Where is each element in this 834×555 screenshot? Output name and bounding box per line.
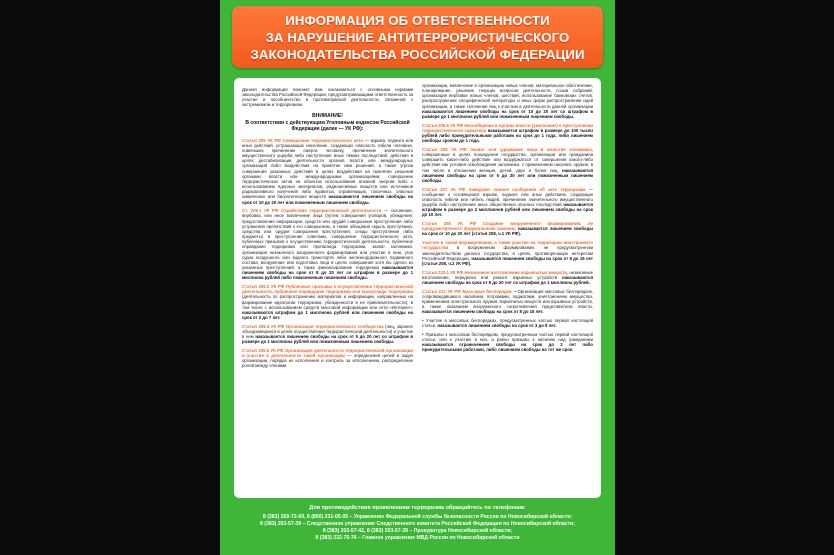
article-paragraph: [422, 318, 593, 328]
article-paragraph: [422, 83, 593, 119]
article-penalty: наказывается лишением свободы на срок от 8 до 15 лет (статья 208, ч.2 УК РФ).: [422, 255, 593, 266]
article-text: • Призывы к массовым беспорядкам, предусмотренным частью первой настоящей статьи, или к участию в них, а равно призывы к насилию над гражданами: [422, 331, 593, 343]
article-paragraph: [422, 147, 593, 183]
title-line-3: ЗАКОНОДАТЕЛЬСТВА РОССИЙСКОЙ ФЕДЕРАЦИИ: [250, 46, 585, 62]
article-heading: Участие в таком формировании, а также участие на территории иностранного государства: [422, 240, 593, 251]
footer-line-fsb: 8 (383) 269-72-69, 8 (800) 231-05-05 – Управление Федеральной службы безопасности России по Новосибирской области;: [262, 513, 573, 520]
footer-title: Для противодействия проявлениям терроризма обращайтесь по телефонам:: [309, 505, 526, 511]
article-penalty: наказывается штрафом в размере до 2 миллионов рублей или лишением свободы на срок до 10 лет.: [422, 202, 593, 218]
article-heading: Статья 223.1 УК РФ Незаконное изготовление взрывчатых веществ,: [422, 269, 569, 275]
article-text: совершенные в целях понуждения государства, организации или гражданина совершить какое-либо действие или воздержаться от совершения какого-либо действия как условия освобождения заложника, с применением насилия, оружия, в том числе в отношении женщин, детей, двух и более лиц,: [422, 152, 593, 173]
article-text: • Организация массовых беспорядков, сопровождавшихся насилием, погромами, поджогами, уничтожением имущества, применением огнестрельного оружия, взрывчатых веществ или взрывных устройств, а также оказанием вооруженного сопротивления представителю власти,: [422, 288, 593, 310]
article-text: в вооруженном формировании, не предусмотренном законодательством данного государства, в целях, противоречащих интересам Российской Федерации,: [422, 245, 593, 261]
article-text: — сообщение о готовящемся взрыве, поджоге или иных действиях, создающих опасность гибели или гибель людей, причинение значительного имущественного ущерба либо наступление иных общественно опасных последствий: [422, 186, 593, 208]
article-heading: Ст. 205.1 УК РФ Содействие террористической деятельности: [242, 208, 382, 214]
article-heading: Статья 206 УК РФ Захват или удержание лица в качестве заложника,: [422, 146, 593, 152]
article-paragraph: [422, 123, 593, 144]
article-penalty: наказываются лишением свободы на срок от 5 до 20 лет или пожизненным лишением свободы.: [422, 167, 593, 183]
article-text: — взрыва, поджога или иных действий, устрашающих население, создающих опасность гибели человека, повлекших причинение смерти человеку, причинение значительного имущественного ущерба либо наступление иных тяжких последствий, действия в целях дестабилизации деятельности органов власти или международных организаций либо воздействия на принятие ими решений, а также угроза совершения указанных действий в целях воздействия на принятие решений органами власти или международными организациями; совершение террористических актов на объектах использования атомной энергии либо с использованием ядерных материалов, радиоактивных веществ или источников радиоактивного излучения либо ядовитых, отравляющих, токсичных, опасных химических или биологических веществ: [242, 137, 413, 200]
article-paragraph: [242, 348, 413, 369]
article-text: организации, вовлечение в организацию новых членов, материальное обеспечение, планирование, решение текущих вопросов деятельности, созыв собраний, организация вербовки новых членов, шествий, использование банковских счетов, распространение специфической литературы и иных форм распространения идей организации, а также склонение лиц к участию в деятельности данной организации: [422, 83, 593, 109]
article-text: — определения целей и задач организации, порядка их исполнения и контроль за исполнением, распределение ролей между членами: [242, 353, 413, 369]
contacts-footer: [230, 505, 605, 551]
left-articles: [242, 138, 413, 369]
footer-line-mvd: 8 (383) 232-75-76 – Главное управление МВД России по Новосибирской области: [315, 535, 520, 542]
article-heading: Статья 205.5 УК РФ Организация деятельности террористической организации и участие в деятельности такой организации: [242, 347, 413, 359]
article-heading: Статья 205.6 УК РФ Несообщение в органы власти (умолчание) о преступлении террористического характера: [422, 122, 593, 133]
article-paragraph: [422, 289, 593, 315]
article-paragraph: [242, 138, 413, 205]
intro-paragraph: Данная информация поможет вам ознакомиться с основными нормами законодательства Российской Федерации, предусматривающими ответственность за участие и пособничество в противоправной деятельности, связанной с экстремизмом и терроризмом.: [242, 87, 413, 108]
article-penalty: наказывается лишением свободы на срок от 5 до 20 лет со штрафом в размере до 1 миллиона рублей или пожизненным лишением свободы.: [242, 334, 413, 345]
footer-line-prosecutor: 8 (383) 203-57-42, 8 (383) 203-57-39 – Прокуратура Новосибирской области;: [322, 527, 513, 534]
article-text: — склонение, вербовка, или иное вовлечение лица (путем совершения уговоров, убеждения, предоставления информации, средств или орудий совершения преступления либо устранения препятствий к его совершению, а также обещания скрыть преступника, средства или орудия совершения преступления, следы преступления либо предметы) в преступление советами, совершение террористического акта, публичных призывов к осуществлению террористической деятельности, публичное оправдание терроризма или пропаганда терроризма, захват заложника, организация незаконного вооруженного формирования или участие в нем, угон судна воздушного или водного транспорта либо железнодорожного подвижного состава, вооружение или подготовка лица в целях совершения хотя бы одного из указанных преступлений, а также финансирование терроризма: [242, 208, 413, 270]
article-penalty: наказываются лишением свободы на срок от 8 до 20 лет со штрафом до 1 миллиона рублей.: [422, 274, 593, 285]
article-heading: Статья 212 УК РФ Массовые беспорядки.: [422, 288, 513, 294]
right-column: [422, 83, 593, 494]
article-penalty: наказываются лишением свободы на срок от 10 до 20 лет со штрафом в размере до 1 миллиона рублей или пожизненным лишением свободы.: [422, 108, 593, 119]
article-heading: Статья 207 УК РФ Заведомо ложное сообщение об акте терроризма: [422, 186, 586, 192]
article-penalty: наказывается лишением свободы на срок от 8 до 15 лет.: [422, 309, 544, 315]
article-heading: Статья 205 УК РФ Совершение террористического акта: [242, 137, 363, 143]
article-penalty: наказывается штрафом в размере до 100 тысяч рублей либо принудительными работами на срок до 1 года, либо лишением свободы сроком до 1 года.: [422, 127, 593, 144]
article-paragraph: [422, 240, 593, 266]
article-text: • Участие в массовых беспорядках, предусмотренных частью первой настоящей статьи,: [422, 318, 593, 329]
article-paragraph: [242, 208, 413, 280]
article-heading: Статья 205.4 УК РФ Организация террористического сообщества: [242, 323, 384, 329]
article-paragraph: [422, 332, 593, 353]
right-articles: [422, 83, 593, 353]
article-paragraph: [422, 221, 593, 236]
article-paragraph: [242, 324, 413, 345]
article-penalty: наказываются ограничением свободы на срок до 2 лет либо принудительными работами, либо лишением свободы на тот же срок.: [422, 342, 593, 353]
article-heading: Статья 205.2 УК РФ Публичные призывы к осуществлению террористической деятельности, публичное оправдание терроризма или пропаганда терроризма: [242, 284, 413, 295]
article-text: (деятельность по распространению материалов и информации, направленных на формирование идеологии терроризма, убежденности в ее привлекательности), в том числе с использованием средств массовой информации или сети «Интернет»: [242, 294, 413, 310]
warning-title: ВНИМАНИЕ!: [312, 112, 343, 119]
title-line-1: ИНФОРМАЦИЯ ОБ ОТВЕТСТВЕННОСТИ: [285, 12, 550, 28]
article-paragraph: [422, 187, 593, 218]
title-banner: [232, 6, 603, 68]
article-penalty: наказывается лишением свободы на срок от 10 до 20 лет (статья 208, ч.1 УК РФ).: [422, 226, 593, 237]
article-paragraph: [242, 284, 413, 320]
article-text: (лиц, заранее объединившихся в целях осуществления террористической деятельности) и участие в нем: [242, 323, 413, 340]
article-paragraph: [422, 270, 593, 285]
article-penalty: наказывается лишением свободы на срок от 3 до 8 лет.: [437, 323, 557, 329]
warning-subtitle: В соответствии с действующим Уголовным кодексом Российской Федерации (далее — УК РФ):: [245, 119, 410, 132]
article-heading: Статья 208 УК РФ Создание вооруженного формирования, не предусмотренного федеральным законом,: [422, 221, 593, 232]
left-column: [242, 83, 413, 494]
article-penalty: наказываются штрафом до 1 миллиона рублей или лишением свободы на срок от 2 до 7 лет.: [242, 309, 413, 320]
title-line-2: ЗА НАРУШЕНИЕ АНТИТЕРРОРИСТИЧЕСКОГО: [265, 29, 570, 45]
article-text: незаконные изготовление, переделка или ремонт взрывных устройств: [422, 269, 593, 280]
poster: [220, 0, 615, 555]
article-penalty: наказываются лишением свободы на срок от 8 до 20 лет со штрафом в размере до 1 миллиона рублей либо пожизненным лишением свободы.: [242, 264, 413, 281]
content-panel: [234, 78, 601, 498]
footer-line-investigative: 8 (383) 203-57-39 – Следственное управление Следственного комитета Российской Федерации по Новосибирской области;: [259, 520, 576, 527]
article-penalty: наказываются лишением свободы на срок от 10 до 20 лет или пожизненным лишением свободы.: [242, 194, 413, 205]
